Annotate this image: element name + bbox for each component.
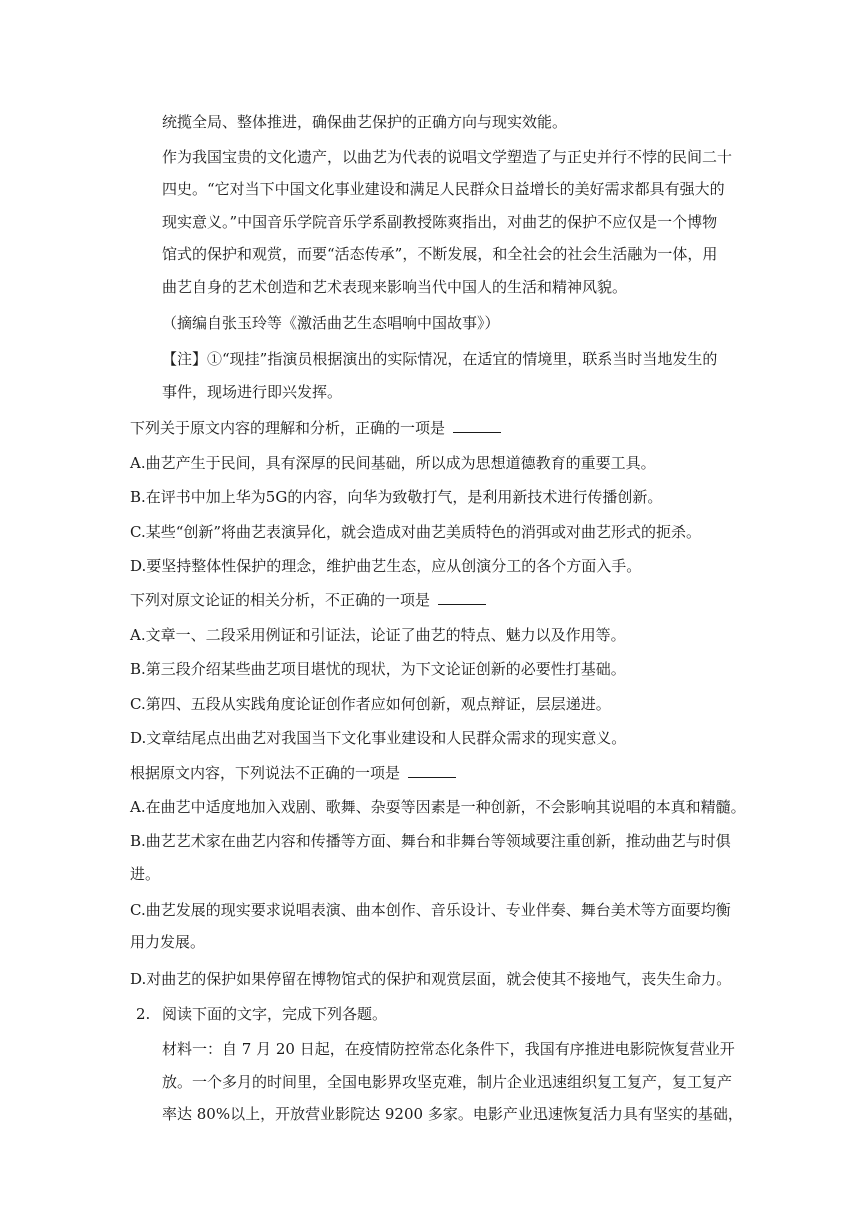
question-1-option-a: A.曲艺产生于民间，具有深厚的民间基础，所以成为思想道德教育的重要工具。 <box>130 454 656 472</box>
passage-line-1: 统揽全局、整体推进，确保曲艺保护的正确方向与现实效能。 <box>162 113 568 131</box>
question-1-option-d: D.要坚持整体性保护的理念，维护曲艺生态，应从创演分工的各个方面入手。 <box>130 557 642 575</box>
question-2-option-c: C.第四、五段从实践角度论证创作者应如何创新，观点辩证，层层递进。 <box>130 695 611 713</box>
passage-line-6: 曲艺自身的艺术创造和艺术表现来影响当代中国人的生活和精神风貌。 <box>162 278 628 296</box>
passage-line-5: 馆式的保护和观赏，而要“活态传承”，不断发展，和全社会的社会生活融为一体，用 <box>162 245 718 263</box>
question-3-stem-text: 根据原文内容，下列说法不正确的一项是 <box>130 764 401 782</box>
answer-blank[interactable] <box>438 590 486 605</box>
question-3-stem <box>130 763 456 783</box>
question-2-stem <box>130 590 486 610</box>
passage-line-2: 作为我国宝贵的文化遗产，以曲艺为代表的说唱文学塑造了与正史并行不悖的民间二十 <box>162 148 733 166</box>
question-3-option-b-line-2: 进。 <box>130 865 161 883</box>
question-2-option-d: D.文章结尾点出曲艺对我国当下文化事业建设和人民群众需求的现实意义。 <box>130 729 627 747</box>
question-3-option-a: A.在曲艺中适度地加入戏剧、歌舞、杂耍等因素是一种创新，不会影响其说唱的本真和精髓。 <box>130 798 746 816</box>
material-1-line-1: 材料一：自 7 月 20 日起，在疫情防控常态化条件下，我国有序推进电影院恢复营业开 <box>162 1040 735 1058</box>
question-1-stem-text: 下列关于原文内容的理解和分析，正确的一项是 <box>130 419 446 437</box>
question-3-option-b-line-1: B.曲艺艺术家在曲艺内容和传播等方面、舞台和非舞台等领域要注重创新，推动曲艺与时俱 <box>130 832 731 850</box>
passage-note-line-1: 【注】①“现挂”指演员根据演出的实际情况，在适宜的情境里，联系当时当地发生的 <box>162 350 718 368</box>
passage-line-3: 四史。“它对当下中国文化事业建设和满足人民群众日益增长的美好需求都具有强大的 <box>162 180 725 198</box>
question-1-stem <box>130 418 501 438</box>
section-2-number: 2. <box>136 1005 151 1023</box>
question-3-option-c-line-2: 用力发展。 <box>130 933 206 951</box>
question-1-option-b: B.在评书中加上华为5G的内容，向华为致敬打气，是利用新技术进行传播创新。 <box>130 488 663 506</box>
question-3-option-d: D.对曲艺的保护如果停留在博物馆式的保护和观赏层面，就会使其不接地气，丧失生命力。 <box>130 970 732 988</box>
answer-blank[interactable] <box>453 418 501 433</box>
question-2-stem-text: 下列对原文论证的相关分析，不正确的一项是 <box>130 591 431 609</box>
question-2-option-a: A.文章一、二段采用例证和引证法，论证了曲艺的特点、魅力以及作用等。 <box>130 626 626 644</box>
passage-note-line-2: 事件，现场进行即兴发挥。 <box>162 383 343 401</box>
section-2-instruction: 阅读下面的文字，完成下列各题。 <box>162 1005 388 1023</box>
question-2-option-b: B.第三段介绍某些曲艺项目堪忧的现状，为下文论证创新的必要性打基础。 <box>130 660 626 678</box>
passage-line-4: 现实意义。”中国音乐学院音乐学系副教授陈爽指出，对曲艺的保护不应仅是一个博物 <box>162 213 718 231</box>
passage-source: （摘编自张玉玲等《激活曲艺生态唱响中国故事》） <box>162 314 500 332</box>
material-1-line-3: 率达 80%以上，开放营业影院达 9200 多家。电影产业迅速恢复活力具有坚实的基础， <box>162 1105 743 1123</box>
answer-blank[interactable] <box>408 763 456 778</box>
question-3-option-c-line-1: C.曲艺发展的现实要求说唱表演、曲本创作、音乐设计、专业伴奏、舞台美术等方面要均衡 <box>130 901 731 919</box>
question-1-option-c: C.某些“创新”将曲艺表演异化，就会造成对曲艺美质特色的消弭或对曲艺形式的扼杀。 <box>130 523 702 541</box>
material-1-line-2: 放。一个多月的时间里，全国电影界攻坚克难，制片企业迅速组织复工复产，复工复产 <box>162 1073 733 1091</box>
